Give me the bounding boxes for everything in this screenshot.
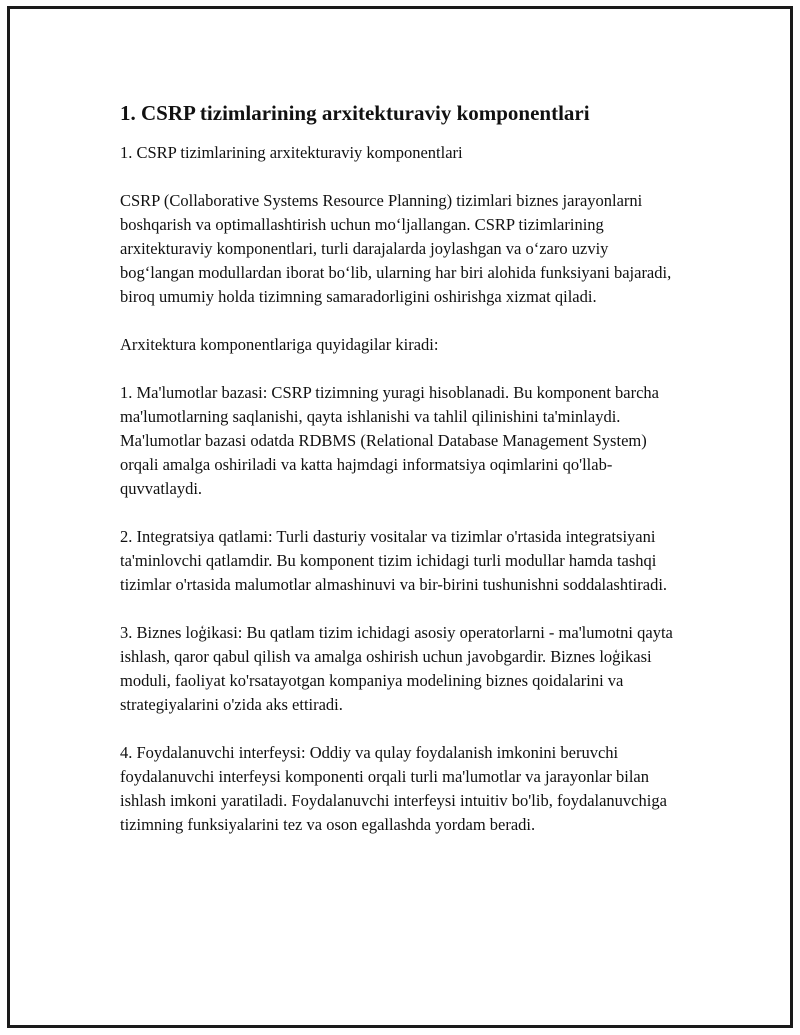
document-content bbox=[120, 99, 680, 861]
subtitle-paragraph: 1. CSRP tizimlarining arxitekturaviy komponentlari bbox=[120, 143, 463, 162]
database-paragraph: 1. Ma'lumotlar bazasi: CSRP tizimning yuragi hisoblanadi. Bu komponent barcha ma'lumotlarning saqlanishi, qayta ishlanishi va tahlil qilinishini ta'minlaydi. Ma'lumotlar bazasi odatda RDBMS (Relational Database Management System) orqali amalga oshiriladi va katta hajmdagi informatsiya oqimlarini qo'llab-quvvatlaydi. bbox=[120, 383, 659, 498]
document-heading: 1. CSRP tizimlarining arxitekturaviy komponentlari bbox=[120, 101, 590, 125]
document-page bbox=[7, 6, 793, 1028]
integration-paragraph: 2. Integratsiya qatlami: Turli dasturiy vositalar va tizimlar o'rtasida integratsiyani ta'minlovchi qatlamdir. Bu komponent tizim ichidagi turli modullar hamda tashqi tizimlar o'rtasida malumotlar almashinuvi va bir-birini tushunishni soddalashtiradi. bbox=[120, 527, 668, 594]
components-intro-paragraph: Arxitektura komponentlariga quyidagilar kiradi: bbox=[120, 335, 439, 354]
intro-paragraph: CSRP (Collaborative Systems Resource Planning) tizimlari biznes jarayonlarni boshqarish va optimallashtirish uchun mo‘ljallangan. CSRP tizimlarining arxitekturaviy komponentlari, turli darajalarda joylashgan va o‘zaro uzviy bog‘langan modullardan iborat bo‘lib, ularning har biri alohida funksiyani bajaradi, biroq umumiy holda tizimning samaradorligini oshirishga xizmat qiladi. bbox=[120, 191, 672, 306]
user-interface-paragraph: 4. Foydalanuvchi interfeysi: Oddiy va qulay foydalanish imkonini beruvchi foydalanuvchi interfeysi komponenti orqali turli ma'lumotlar va jarayonlar bilan ishlash imkoni yaratiladi. Foydalanuvchi interfeysi intuitiv bo'lib, foydalanuvchiga tizimning funksiyalarini tez va oson egallashda yordam beradi. bbox=[120, 743, 667, 834]
business-logic-paragraph: 3. Biznes loģikasi: Bu qatlam tizim ichidagi asosiy operatorlarni - ma'lumotni qayta ishlash, qaror qabul qilish va amalga oshirish uchun javobgardir. Biznes loģikasi moduli, faoliyat ko'rsatayotgan kompaniya modelining biznes qoidalarini va strategiyalarini o'zida aks ettiradi. bbox=[120, 623, 673, 714]
